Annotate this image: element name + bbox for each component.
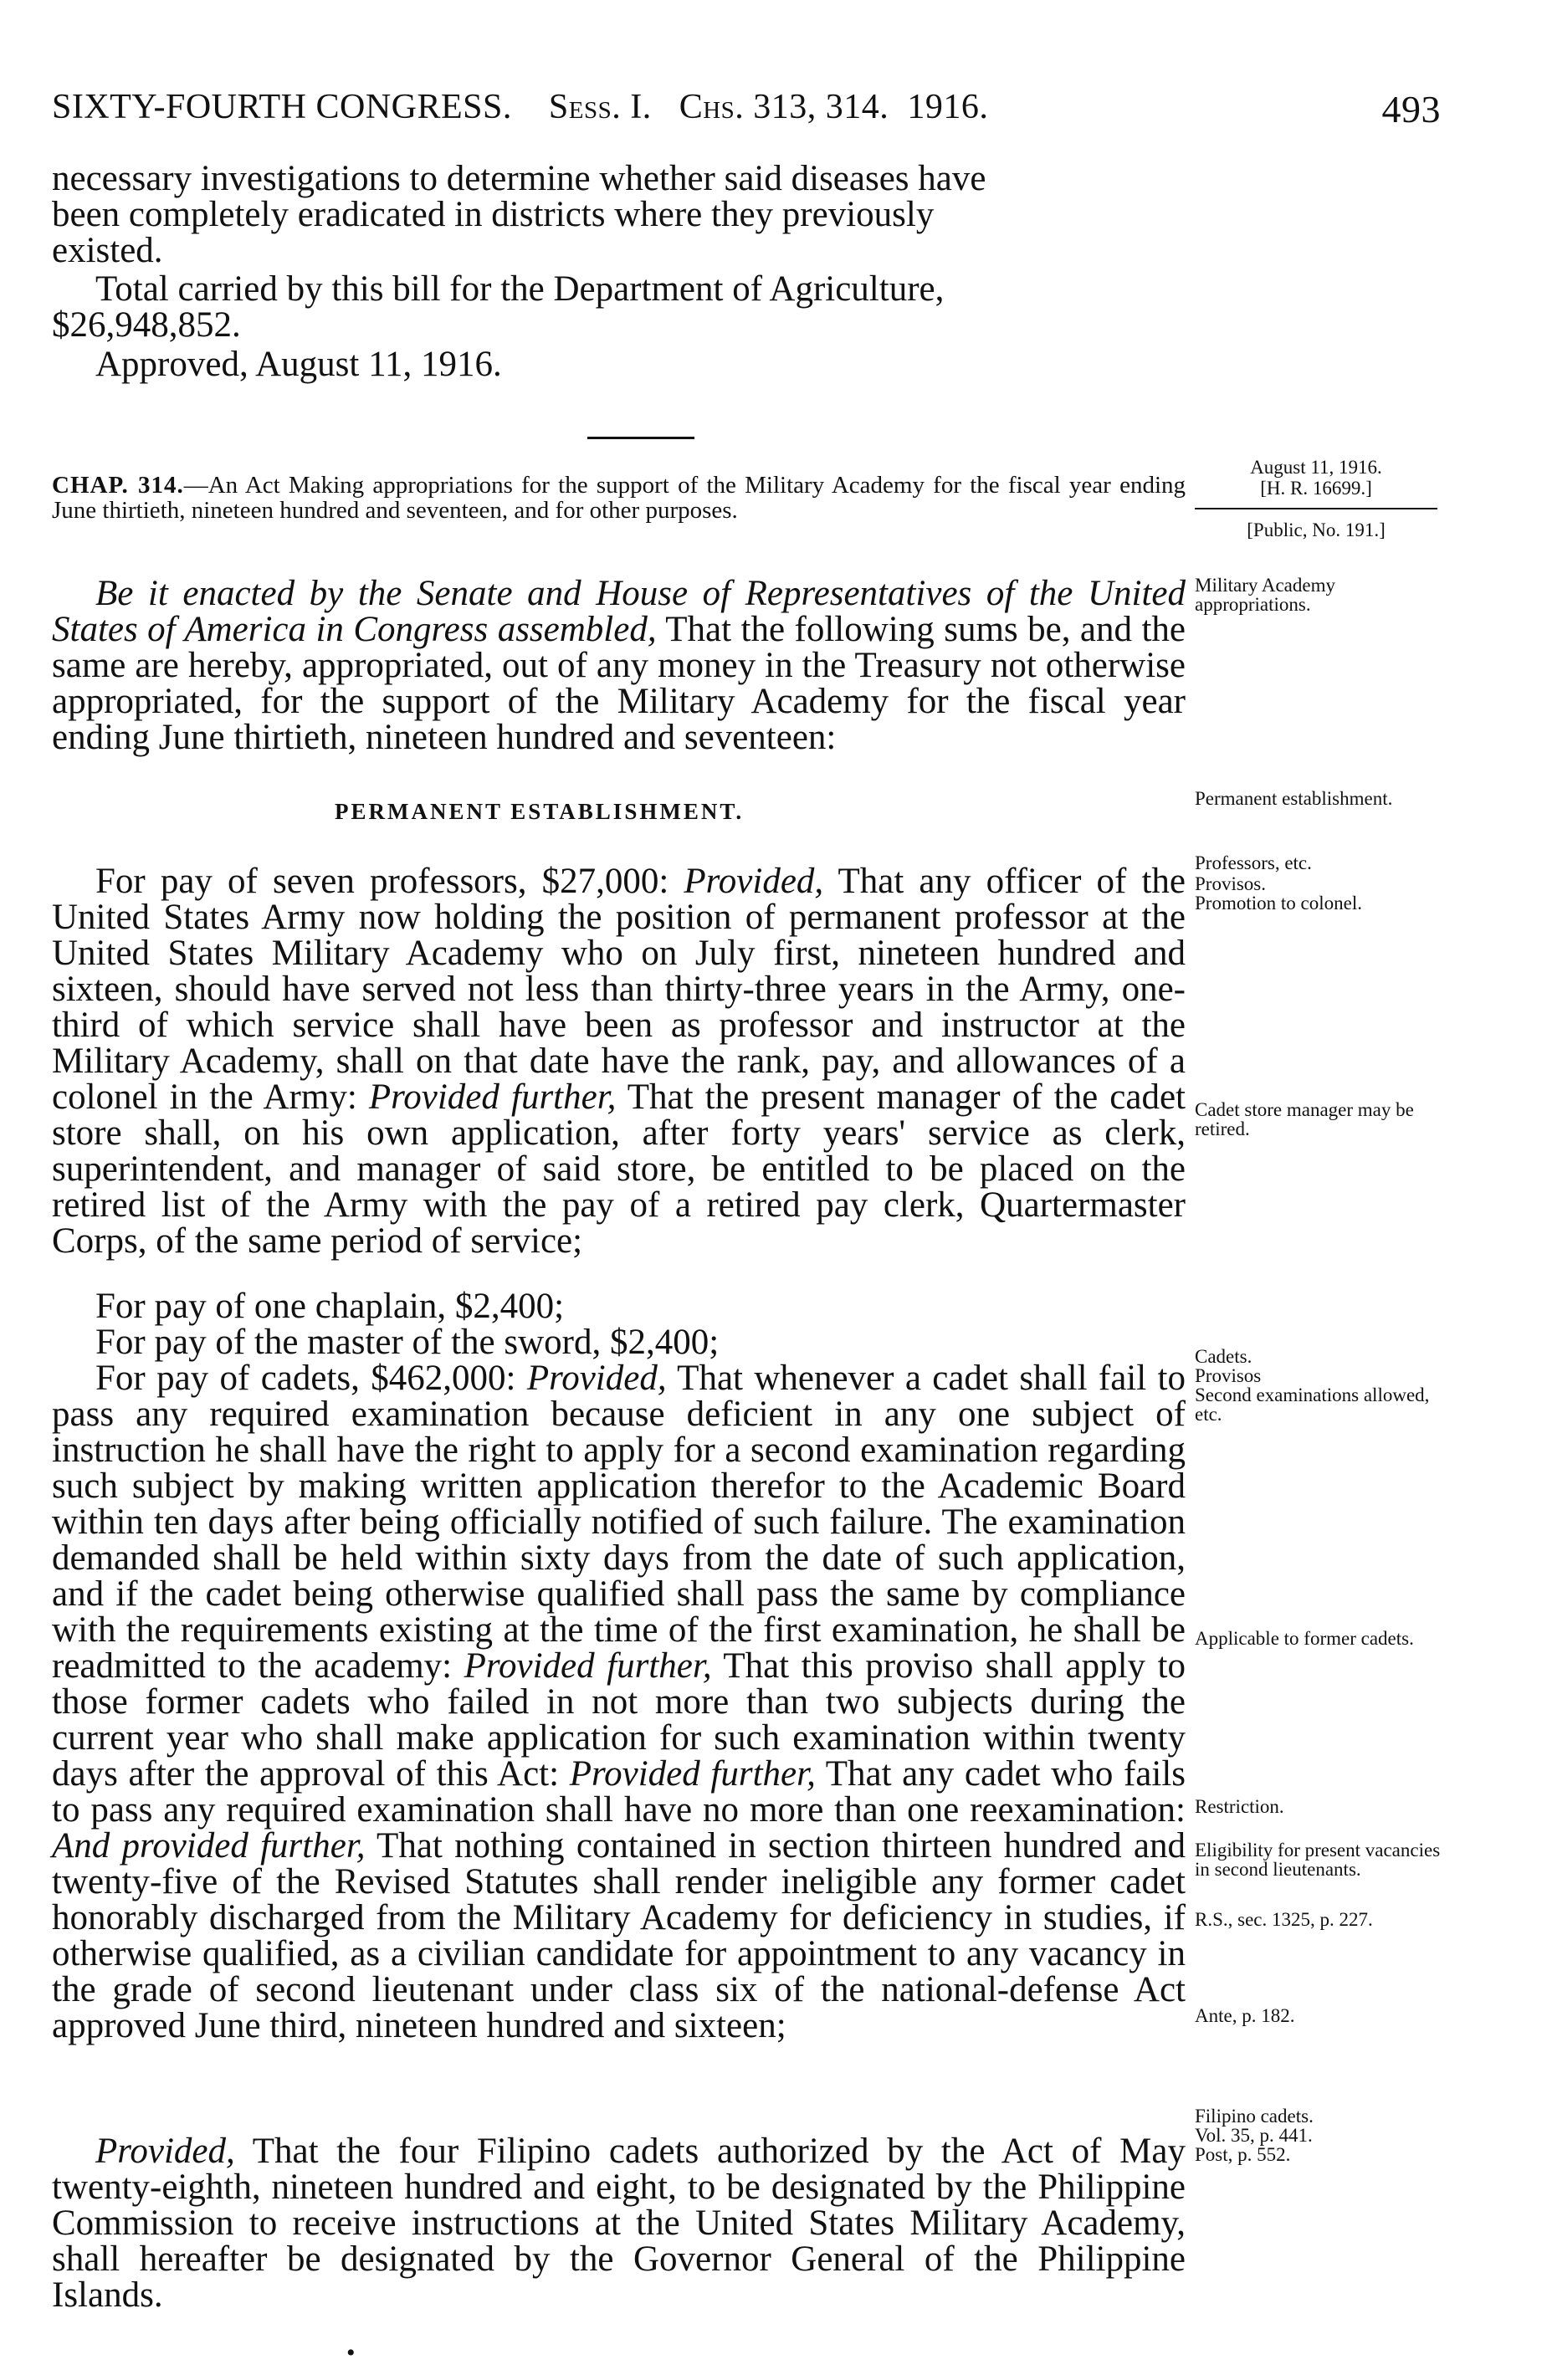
margin-second-exam: Second examinations allowed, etc.	[1195, 1384, 1430, 1425]
margin-appropriations: Military Academy appropriations.	[1195, 575, 1335, 616]
proviso-label: Provided further,	[569, 1754, 816, 1794]
chapter-title	[52, 473, 1186, 524]
chaplain-paragraph: For pay of one chaplain, $2,400;	[95, 1287, 565, 1326]
margin-cadets: Cadets.	[1195, 1346, 1252, 1367]
intro-paragraph	[52, 161, 1186, 269]
professors-paragraph	[52, 863, 1186, 1259]
filipino-paragraph	[52, 2133, 1186, 2313]
header-year: 1916.	[907, 88, 989, 126]
margin-former-cadets: Applicable to former cadets.	[1195, 1628, 1414, 1649]
margin-eligibility: Eligibility for present vacancies in second lieutenants.	[1195, 1840, 1441, 1881]
margin-rule	[1195, 508, 1437, 509]
proviso-label: Provided,	[684, 862, 824, 901]
section-divider	[587, 437, 694, 439]
header-chapters: Chs. 313, 314.	[679, 88, 889, 126]
cadets-text-a: For pay of cadets, $462,000:	[95, 1359, 527, 1398]
proviso-label: Provided further,	[368, 1077, 617, 1117]
margin-rs-reference: R.S., sec. 1325, p. 227.	[1195, 1909, 1373, 1930]
cadets-text-b: That whenever a cadet shall fail to pass any required examination because deficient in any one subject of instruction he shall have the right to apply for a second examination regarding such subject by making written application therefor to the Academic Board within ten days after being officially notified of such failure. The examination demanded shall be held within sixty days from the date of such application, and if the cadet being otherwise qualified shall pass the same by compliance with the requirements existing at the time of the first examination, he shall be readmitted to the academy:	[52, 1359, 1186, 1686]
cadets-paragraph	[52, 1360, 1186, 2044]
proviso-label: And provided further,	[52, 1826, 366, 1866]
header-left	[52, 87, 988, 127]
margin-permanent: Permanent establishment.	[1195, 788, 1393, 809]
total-line: Total carried by this bill for the Department of Agriculture,	[95, 269, 945, 309]
header-session: Sess. I.	[548, 88, 652, 126]
professors-text-c: That the present manager of the cadet store shall, on his own application, after forty years' service as clerk, superintendent, and manager of said store, be entitled to be placed on the retired list of the Army with the pay of a retired pay clerk, Quartermaster Corps, of the same period of service;	[52, 1077, 1186, 1261]
running-header	[52, 87, 1441, 137]
permanent-establishment-heading: PERMANENT ESTABLISHMENT.	[335, 799, 745, 824]
intro-line: been completely eradicated in districts where they previously	[52, 195, 935, 234]
intro-line: necessary investigations to determine whether said diseases have	[52, 159, 986, 198]
margin-promotion: Promotion to colonel.	[1195, 893, 1362, 914]
chapter-description: —An Act Making appropriations for the support of the Military Academy for the fiscal year ending June thirtieth, nineteen hundred and seventeen, and for other purposes.	[52, 472, 1186, 525]
intro-line: existed.	[52, 231, 163, 270]
chapter-label: CHAP. 314.	[52, 472, 184, 499]
total-line: $26,948,852.	[52, 305, 241, 345]
approved-line: Approved, August 11, 1916.	[95, 345, 502, 384]
margin-public-law: [Public, No. 191.]	[1247, 520, 1386, 540]
header-congress: SIXTY-FOURTH CONGRESS.	[52, 88, 512, 126]
enacting-italic: Be it enacted by the Senate and House of Representatives of the United States of America in Congress assembled,	[52, 574, 1186, 649]
margin-cadet-store: Cadet store manager may be retired.	[1195, 1099, 1414, 1140]
enacting-text: That the following sums be, and the same are hereby, appropriated, out of any money in the Treasury not otherwise appropriated, for the support of the Military Academy for the fiscal year ending June thirtieth, nineteen hundred and seventeen:	[52, 610, 1186, 757]
total-paragraph	[52, 271, 1186, 343]
margin-filipino: Filipino cadets.	[1195, 2106, 1314, 2127]
margin-restriction: Restriction.	[1195, 1796, 1284, 1817]
margin-provisos: Provisos	[1195, 1365, 1262, 1386]
page-number: 493	[1381, 88, 1441, 131]
footer-mark: •	[346, 2339, 356, 2367]
margin-post: Post, p. 552.	[1195, 2144, 1291, 2165]
margin-date: August 11, 1916.	[1250, 457, 1382, 478]
margin-vol: Vol. 35, p. 441.	[1195, 2125, 1313, 2146]
professors-text-b: That any officer of the United States Army now holding the position of permanent professor at the United States Military Academy who on July first, nineteen hundred and sixteen, should have served not less than thirty-three years in the Army, one-third of which service shall have been as professor and instructor at the Military Academy, shall on that date have the rank, pay, and allowances of a colonel in the Army:	[52, 862, 1186, 1117]
filipino-text: That the four Filipino cadets authorized by the Act of May twenty-eighth, nineteen hundred and eight, to be designated by the Philippine Commission to receive instructions at the United States Military Academy, shall hereafter be designated by the Governor General of the Philippine Islands.	[52, 2132, 1186, 2315]
cadets-text-e: That nothing contained in section thirteen hundred and twenty-five of the Revised Statutes shall render ineligible any former cadet honorably discharged from the Military Academy for deficiency in studies, if otherwise qualified, as a civilian candidate for appointment to any vacancy in the grade of second lieutenant under class six of the national-defense Act approved June third, nineteen hundred and sixteen;	[52, 1826, 1186, 2045]
proviso-label: Provided,	[95, 2132, 235, 2171]
margin-professors: Professors, etc.	[1195, 852, 1312, 873]
margin-provisos: Provisos.	[1195, 873, 1266, 894]
enacting-clause	[52, 576, 1186, 755]
margin-ante: Ante, p. 182.	[1195, 2005, 1295, 2026]
margin-bill: [H. R. 16699.]	[1260, 478, 1372, 499]
proviso-label: Provided,	[526, 1359, 667, 1398]
cadets-text-d: That any cadet who fails to pass any required examination shall have no more than one reexamination:	[52, 1754, 1186, 1830]
professors-text-a: For pay of seven professors, $27,000:	[95, 862, 684, 901]
proviso-label: Provided further,	[464, 1646, 712, 1686]
sword-master-paragraph: For pay of the master of the sword, $2,400;	[95, 1323, 720, 1362]
cadets-text-c: That this proviso shall apply to those former cadets who failed in not more than two subjects during the current year who shall make application for such examination within twenty days after the approval of this Act:	[52, 1646, 1186, 1794]
